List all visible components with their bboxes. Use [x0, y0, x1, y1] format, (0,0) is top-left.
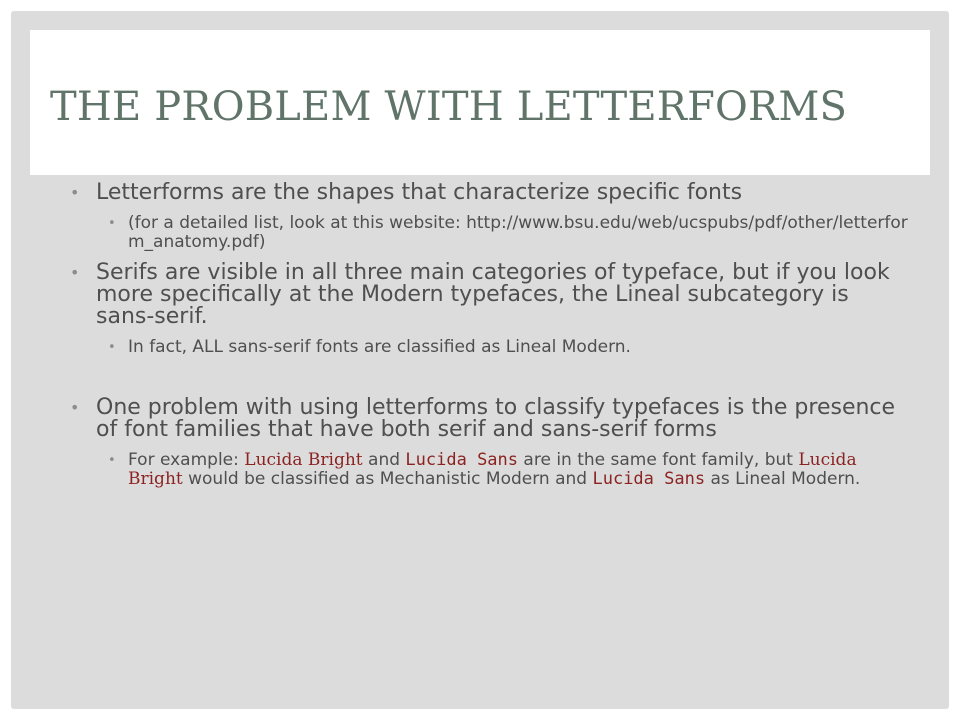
slide-body: [68, 182, 908, 499]
spacer: [68, 367, 908, 397]
bullet-dot-icon: •: [108, 340, 116, 355]
bullet-dot-icon: •: [70, 183, 80, 202]
slide-title: THE PROBLEM WITH LETTERFORMS: [50, 84, 848, 130]
subbullet-website: [68, 214, 908, 252]
subbullet-text: (for a detailed list, look at this website: http://www.bsu.edu/web/ucspubs/pdf/other/letterform_anatomy.pdf): [128, 213, 908, 252]
subbullet-text-part: For example:: [128, 450, 245, 470]
bullet-dot-icon: •: [70, 263, 80, 282]
bullet-dot-icon: •: [108, 216, 116, 231]
bullet-text: Serifs are visible in all three main categories of typeface, but if you look more specifically at the Modern typefaces, the Lineal subcategory is sans-serif.: [96, 260, 890, 329]
lucida-sans-sample: Lucida Sans: [592, 469, 706, 489]
bullet-text: Letterforms are the shapes that characterize specific fonts: [96, 180, 743, 205]
lucida-bright-sample: Lucida Bright: [128, 450, 857, 489]
subbullet-text-part: would be classified as Mechanistic Modern and: [182, 469, 593, 489]
subbullet-text: In fact, ALL sans-serif fonts are classified as Lineal Modern.: [128, 337, 631, 357]
bullet-dot-icon: •: [108, 453, 116, 468]
bullet-text: One problem with using letterforms to classify typefaces is the presence of font families that have both serif and sans-serif forms: [96, 395, 896, 442]
bullet-serifs: [68, 262, 908, 328]
bullet-classification-problem: [68, 397, 908, 441]
subbullet-text-part: as Lineal Modern.: [705, 469, 861, 489]
bullet-dot-icon: •: [70, 398, 80, 417]
subbullet-all-sans-serif: [68, 338, 908, 357]
subbullet-lucida-example: [68, 451, 908, 489]
bullet-letterforms: [68, 182, 908, 204]
lucida-sans-sample: Lucida Sans: [405, 450, 519, 470]
subbullet-text-part: are in the same font family, but: [518, 450, 799, 470]
lucida-bright-sample: Lucida Bright: [244, 450, 363, 470]
subbullet-text-part: and: [362, 450, 406, 470]
